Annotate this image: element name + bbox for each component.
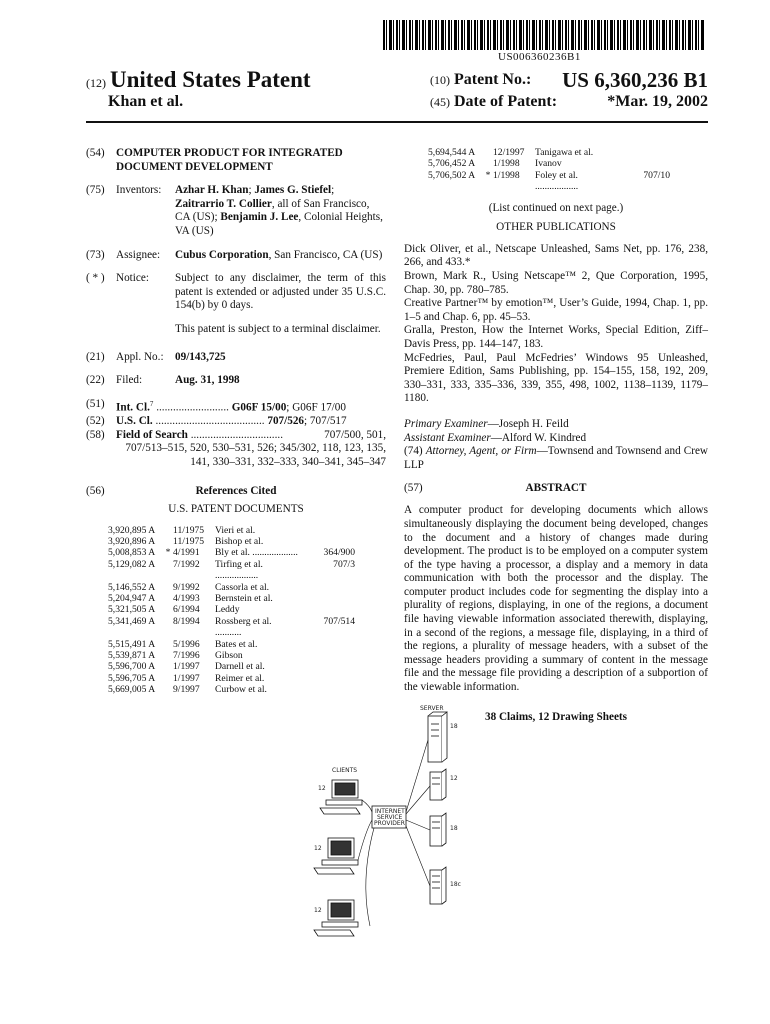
reference-name: Leddy (215, 604, 240, 616)
reference-name: Rossberg et al. ........... (215, 615, 272, 639)
assignee-name: Cubus Corporation (175, 248, 269, 261)
inventor-3: Zaitrarrio T. Collier (175, 197, 272, 210)
notice-text-2: This patent is subject to a terminal disclaimer. (175, 322, 381, 335)
reference-star (163, 582, 173, 593)
reference-cls (300, 525, 355, 536)
reference-row (108, 684, 386, 695)
reference-name: Ivanov (535, 158, 562, 170)
server-4-icon (430, 867, 446, 904)
reference-num: 5,146,552 A (108, 581, 156, 593)
reference-date: 9/1997 (173, 684, 200, 696)
attorney-label: Attorney, Agent, or Firm (425, 445, 537, 458)
inventor-2: James G. Stiefel (254, 184, 332, 197)
reference-date: 11/1975 (173, 524, 205, 536)
inventors-label: Inventors: (116, 184, 162, 197)
reference-row (428, 147, 708, 158)
isp-label-3: PROVIDER (374, 820, 405, 827)
reference-row (108, 547, 386, 558)
reference-name: Tirfing et al. .................. (215, 558, 263, 582)
reference-num: 5,596,700 A (108, 661, 156, 673)
patent-no-value: US 6,360,236 B1 (562, 68, 708, 92)
notice-code: ( * ) (86, 272, 105, 285)
reference-date: 4/1993 (173, 593, 200, 605)
reference-star (163, 616, 173, 639)
ref-18c: 18c (450, 881, 461, 888)
reference-name: Tanigawa et al. (535, 147, 594, 158)
reference-row (108, 604, 386, 615)
abstract-text: A computer product for developing documents which allows simultaneously displaying the document being developed, changes to the document and a history of changes made during development. The product is to be employed on a computer system of the type having a processor, a display and a memory in data communication with both the processor and the display. The computer product includes code for segmenting the display into a plurality of regions, displaying, in one of the regions, a document file having viewable information associated therewith, displaying, in a second of the regions, a message file, displaying, in a third of the regions, a plurality of message headers, with a subset of the message headers providing a summary of content in the message file and the message file providing a description of a subportion of the viewable information. (404, 504, 708, 694)
reference-name: Foley et al. .................. (535, 169, 579, 193)
fos-dots: ................................. (187, 428, 283, 441)
reference-num: 5,706,502 A (428, 169, 476, 181)
list-continued: (List continued on next page.) (488, 201, 624, 214)
reference-cls (300, 593, 355, 604)
inventor-4: Benjamin J. Lee (220, 211, 299, 224)
publication-5: McFedries, Paul, Paul McFedries’ Windows 95 Unleashed, Premiere Edition, Sams Publishing, pp. 154–155, 158, 192, 209, 330–331, 333, 335–336, 339, 355, 498, 1002, 1138–1139, 1179–1180. (404, 351, 708, 405)
reference-star (163, 593, 173, 604)
country-code: (12) (86, 76, 106, 90)
abstract-title: ABSTRACT (525, 482, 587, 495)
server-label: SERVER (420, 705, 444, 712)
reference-name: Vieri et al. (215, 524, 256, 536)
reference-cls (615, 147, 670, 158)
assignee-label: Assignee: (116, 248, 161, 261)
clients-label: CLIENTS (332, 767, 358, 774)
reference-row (108, 673, 386, 684)
reference-num: 5,669,005 A (108, 684, 156, 696)
reference-cls (300, 673, 355, 684)
reference-date: 1/1998 (493, 169, 520, 181)
reference-num: 5,341,469 A (108, 615, 156, 627)
inventor-4-location: , Colonial Heights, VA (US) (175, 211, 383, 237)
attorney-code: (74) (404, 445, 423, 458)
uscl-label: U.S. Cl. (116, 415, 153, 428)
reference-star: * (485, 169, 491, 181)
attorney (404, 445, 708, 472)
refs-code: (56) (86, 485, 105, 498)
reference-cls: 707/10 (643, 169, 670, 181)
reference-num: 3,920,896 A (108, 536, 156, 548)
fos-value: 707/500, 501, 707/513–515, 520, 530–531, 526; 345/302, 118, 123, 135, 141, 330–331, 332–333, 340–341, 345–347 (125, 428, 386, 468)
date-value: *Mar. 19, 2002 (607, 93, 708, 110)
intcl-body (116, 398, 386, 415)
uscl-rest: ; 707/517 (304, 415, 347, 428)
assistant-examiner-label: Assistant Examiner (404, 431, 491, 444)
client-3-icon (314, 900, 358, 936)
isp-label-2: SERVICE (377, 814, 403, 821)
uscl-code: (52) (86, 415, 105, 428)
reference-star (483, 158, 493, 169)
inventor-sep-1: ; (248, 184, 255, 197)
filed-value: Aug. 31, 1998 (175, 374, 240, 387)
assignee-location: , San Francisco, CA (US) (268, 248, 383, 261)
reference-star (163, 525, 173, 536)
inventor-line: Khan et al. (108, 93, 184, 110)
reference-num: 5,129,082 A (108, 558, 156, 570)
intcl-label: Int. Cl. (116, 401, 150, 414)
reference-num: 5,694,544 A (428, 147, 476, 158)
other-publications-title: OTHER PUBLICATIONS (496, 221, 616, 234)
filed-body (175, 374, 386, 388)
isp-box (372, 806, 406, 828)
claims-line: 38 Claims, 12 Drawing Sheets (484, 710, 628, 723)
reference-date: 6/1994 (173, 604, 200, 616)
left-references-table (108, 525, 386, 696)
appl-label: Appl. No.: (116, 350, 164, 363)
appl-code: (21) (86, 350, 105, 363)
title-field (86, 147, 386, 174)
reference-num: 5,008,853 A (108, 547, 156, 559)
intcl-rest: ; G06F 17/00 (286, 401, 346, 414)
filed-field (86, 374, 386, 388)
server-1-icon (428, 712, 447, 762)
inventors-field (86, 184, 386, 238)
isp-label-1: INTERNET (375, 808, 405, 815)
header-rule (86, 121, 708, 123)
reference-date: 1/1998 (493, 158, 520, 170)
reference-num: 5,706,452 A (428, 158, 476, 170)
refs-subtitle: U.S. PATENT DOCUMENTS (168, 503, 304, 516)
fos-field (86, 429, 386, 470)
date-row (430, 93, 708, 111)
reference-cls (300, 582, 355, 593)
reference-row (108, 525, 386, 536)
intcl-code: (51) (86, 397, 105, 410)
ref-client-3: 12 (314, 907, 322, 914)
reference-cls (300, 684, 355, 695)
reference-star (163, 604, 173, 615)
uscl-body (116, 415, 386, 429)
reference-cls (615, 158, 670, 169)
reference-num: 3,920,895 A (108, 524, 156, 536)
fos-body (116, 429, 386, 470)
patent-number-row (430, 68, 708, 92)
network-lines (358, 740, 430, 926)
reference-cls (300, 650, 355, 661)
reference-date: 7/1992 (173, 558, 200, 570)
publication-4: Gralla, Preston, How the Internet Works, Special Edition, Ziff–Davis Press, pp. 144–147, 183. (404, 324, 708, 350)
barcode-number: US006360236B1 (498, 51, 581, 63)
ref-18: 18 (450, 723, 458, 730)
notice-label: Notice: (116, 272, 149, 285)
appl-body (175, 351, 386, 365)
uscl-field (86, 415, 386, 429)
reference-name: Curbow et al. (215, 684, 267, 696)
reference-name: Bly et al. ................... (215, 547, 298, 559)
inventors-code: (75) (86, 184, 105, 197)
inventor-1: Azhar H. Khan (175, 184, 249, 197)
reference-name: Bates et al. (215, 638, 258, 650)
reference-date: 4/1991 (173, 547, 200, 559)
reference-date: 7/1996 (173, 650, 200, 662)
publication-3: Creative Partner™ by emotion™, User’s Guide, 1994, Chap. 1, pp. 1–5 and Chap. 6, pp. 45–53. (404, 297, 708, 323)
inventors-body (175, 184, 386, 238)
reference-cls (300, 604, 355, 615)
publication-1: Dick Oliver, et al., Netscape Unleashed, Sams Net, pp. 176, 238, 266, and 433.* (404, 242, 708, 269)
reference-star (163, 673, 173, 684)
date-code: (45) (430, 95, 450, 109)
ref-18b: 18 (450, 825, 458, 832)
abstract-header (404, 482, 708, 498)
intcl-dots: .......................... (153, 401, 229, 414)
reference-name: Bishop et al. (215, 536, 264, 548)
server-3-icon (430, 813, 446, 846)
intcl-field (86, 398, 386, 415)
reference-num: 5,321,505 A (108, 604, 156, 616)
intcl-value: G06F 15/00 (231, 401, 287, 414)
reference-row (108, 650, 386, 661)
reference-date: 12/1997 (493, 147, 525, 158)
reference-cls: 364/900 (323, 547, 355, 559)
reference-row (428, 158, 708, 169)
primary-examiner (404, 418, 708, 432)
reference-row (108, 559, 386, 582)
reference-cls (300, 536, 355, 547)
reference-date: 8/1994 (173, 615, 200, 627)
reference-star (163, 684, 173, 695)
appl-field (86, 351, 386, 365)
client-1-icon (320, 780, 362, 814)
ref-client-2: 12 (314, 845, 322, 852)
reference-row (108, 661, 386, 672)
reference-row (428, 170, 708, 193)
reference-name: Reimer et al. (215, 672, 265, 684)
inventor-3-location: , all of San Francisco, CA (US); (175, 197, 370, 224)
reference-date: 1/1997 (173, 672, 200, 684)
reference-row (108, 593, 386, 604)
ref-12: 12 (450, 775, 458, 782)
reference-num: 5,515,491 A (108, 638, 156, 650)
filed-label: Filed: (116, 374, 143, 387)
uscl-value: 707/526 (267, 415, 305, 428)
reference-cls: 707/514 (323, 615, 355, 627)
reference-name: Gibson (215, 650, 243, 662)
fos-label: Field of Search (116, 428, 188, 441)
patent-country-title (86, 67, 311, 93)
intcl-sup: 7 (149, 399, 154, 408)
filed-code: (22) (86, 374, 105, 387)
reference-star (163, 559, 173, 582)
patent-no-code: (10) (430, 73, 450, 87)
primary-examiner-label: Primary Examiner (404, 417, 488, 430)
left-column (86, 147, 386, 696)
assignee-code: (73) (86, 248, 105, 261)
attorney-value: —Townsend and Townsend and Crew LLP (404, 445, 708, 471)
reference-cls (300, 661, 355, 672)
refs-field (86, 485, 386, 499)
reference-name: Cassorla et al. (215, 581, 270, 593)
reference-row (108, 616, 386, 639)
patent-title: COMPUTER PRODUCT FOR INTEGRATED DOCUMENT DEVELOPMENT (116, 147, 343, 173)
server-2-icon (430, 769, 446, 800)
reference-date: 11/1975 (173, 536, 205, 548)
reference-name: Bernstein et al. (215, 593, 273, 605)
reference-row (108, 582, 386, 593)
assistant-examiner-value: —Alford W. Kindred (490, 431, 587, 444)
reference-star: * (165, 547, 171, 559)
notice-text-1: Subject to any disclaimer, the term of this patent is extended or adjusted under 35 U.S.C. 154(b) by 0 days. (175, 272, 386, 312)
appl-value: 09/143,725 (175, 350, 226, 363)
uscl-dots: ....................................... (152, 415, 265, 428)
reference-num: 5,596,705 A (108, 672, 156, 684)
refs-title: References Cited (195, 485, 277, 498)
right-column (404, 147, 708, 724)
reference-row (108, 536, 386, 547)
reference-star (483, 147, 493, 158)
reference-star (163, 639, 173, 650)
assignee-body (175, 249, 386, 263)
reference-cls: 707/3 (333, 558, 355, 570)
reference-name: Darnell et al. (215, 661, 265, 673)
reference-cls (300, 639, 355, 650)
primary-examiner-value: —Joseph H. Feild (487, 417, 569, 430)
reference-num: 5,539,871 A (108, 650, 156, 662)
abstract-code: (57) (404, 482, 423, 495)
inventor-sep-2: ; (331, 184, 335, 197)
title-code: (54) (86, 147, 105, 159)
reference-date: 9/1992 (173, 581, 200, 593)
publication-2: Brown, Mark R., Using Netscape™ 2, Que Corporation, 1995, Chap. 30, pp. 780–785. (404, 270, 708, 296)
patent-no-label: Patent No.: (454, 71, 532, 88)
barcode (383, 20, 705, 50)
reference-star (163, 536, 173, 547)
notice-field (86, 272, 386, 336)
date-label: Date of Patent: (454, 93, 558, 110)
reference-num: 5,204,947 A (108, 593, 156, 605)
assistant-examiner (404, 432, 708, 446)
notice-body (175, 272, 386, 336)
reference-row (108, 639, 386, 650)
reference-date: 1/1997 (173, 661, 200, 673)
client-2-icon (314, 838, 358, 874)
reference-star (163, 661, 173, 672)
assignee-field (86, 249, 386, 263)
network-drawing (300, 700, 490, 950)
country-title-text: United States Patent (110, 67, 311, 92)
reference-date: 5/1996 (173, 638, 200, 650)
reference-star (163, 650, 173, 661)
right-references-table (428, 147, 708, 193)
fos-code: (58) (86, 428, 105, 441)
ref-client-1: 12 (318, 785, 326, 792)
